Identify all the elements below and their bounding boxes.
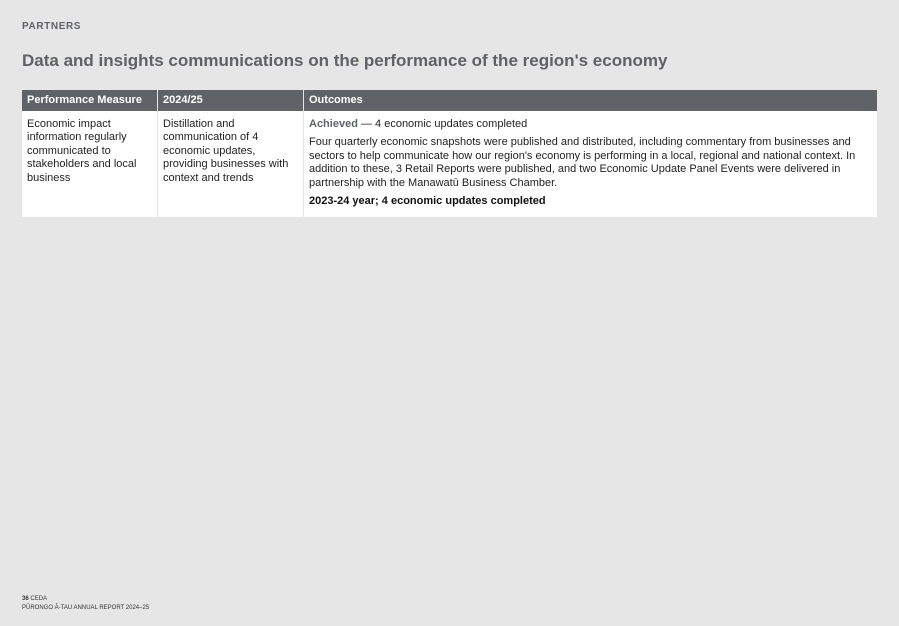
- target-cell: Distillation and communication of 4 economic updates, providing businesses with context and trends: [158, 111, 304, 217]
- footer: [22, 595, 149, 613]
- outcome-description: Four quarterly economic snapshots were published and distributed, including commentary from businesses and sectors to help communicate how our region's economy is performing in a local, regional and national context. In addition to these, 3 Retail Reports were published, and two Economic Update Panel Events were delivered in partnership with the Manawatū Business Chamber.: [309, 136, 856, 189]
- section-label: PARTNERS: [22, 21, 82, 32]
- measure-cell: Economic impact information regularly communicated to stakeholders and local business: [22, 111, 158, 217]
- column-header-year: 2024/25: [158, 90, 304, 111]
- status-achieved: Achieved: [309, 118, 358, 130]
- footer-page-line: [22, 595, 149, 604]
- outcome-status-line: [309, 118, 872, 131]
- column-header-outcomes: Outcomes: [304, 90, 878, 111]
- outcomes-cell: [304, 111, 878, 217]
- page-number: 36: [22, 596, 29, 602]
- performance-table: [22, 90, 877, 217]
- footer-report-title: PŪRONGO Ā-TAU ANNUAL REPORT 2024–25: [22, 605, 150, 611]
- table-row: [22, 111, 877, 217]
- table-header-row: [22, 90, 877, 111]
- outcome-summary: 2023-24 year; 4 economic updates completed: [309, 195, 546, 208]
- column-header-measure: Performance Measure: [22, 90, 158, 111]
- status-detail: — 4 economic updates completed: [357, 118, 528, 130]
- footer-org: CEDA: [28, 596, 48, 602]
- page-title: Data and insights communications on the performance of the region's economy: [22, 51, 668, 70]
